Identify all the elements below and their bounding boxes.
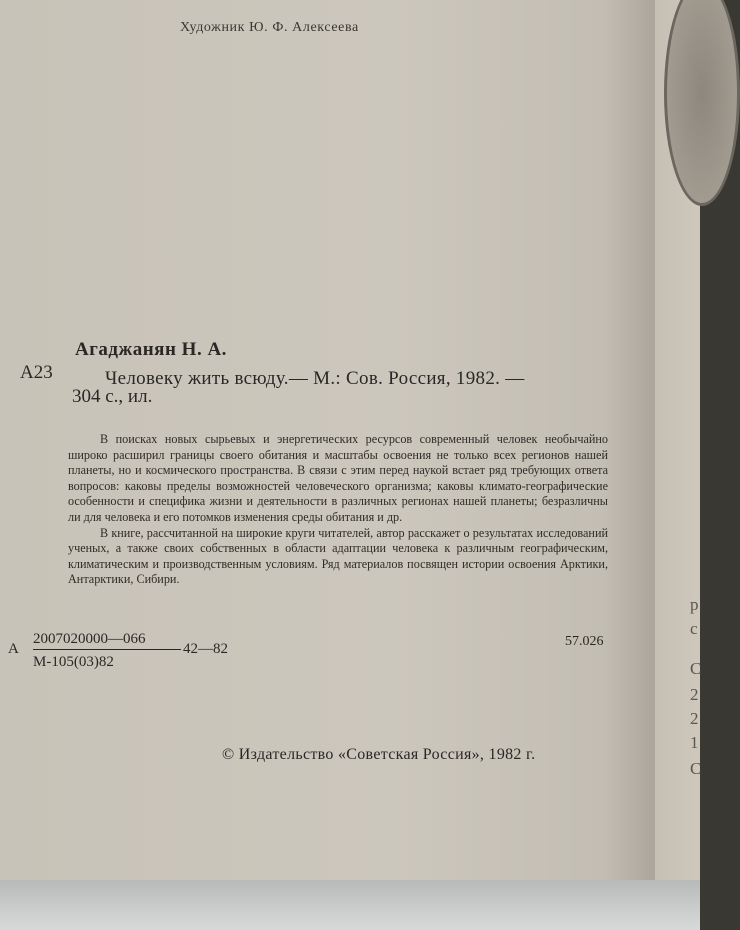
bbk-number: 42—82 [183,641,228,657]
catalog-author: Агаджанян Н. А. [75,339,227,360]
facing-page-fragment: 2 [690,685,699,704]
book-annotation [68,432,608,588]
annotation-paragraph: В поисках новых сырьевых и энергетических ресурсов современный человек необычайно широко расширил границы своего обитания и масштабы освоения не только всех регионов нашей планеты, но и космического пространства. В связи с этим перед наукой встает ряд требующих ответа вопросов: каковы пределы возможностей человеческого организма; каковы климато-географические особенности и специфика жизни и деятельности в различных регионах нашей планеты; безразличны ли для человека и его потомков изменения среды обитания и др. [68,432,608,524]
udk-code: 57.026 [565,634,604,649]
facing-page-fragment: р [690,595,699,614]
catalog-title: Человеку жить всюду.— М.: Сов. Россия, 1982. — [105,368,525,389]
artist-credit: Художник Ю. Ф. Алексеева [180,20,359,35]
catalog-pages: 304 с., ил. [72,386,153,407]
facing-page-fragment: С [690,659,702,678]
facing-page-fragment: С [690,759,702,778]
facing-page-fragment: 1 [690,733,699,752]
bbk-numerator: 2007020000—066 [33,631,181,650]
bbk-letter: А [8,641,19,657]
annotation-paragraph: В книге, рассчитанной на широкие круги читателей, автор расскажет о результатах исследований ученых, а также своих собственных в области адаптации человека к различным географическим, климатическим и производственным условиям. Ряд материалов посвящен истории освоения Арктики, Антарктики, Сибири. [68,525,608,587]
facing-page-fragment: 2 [690,709,699,728]
bbk-denominator: М-105(03)82 [33,654,114,670]
copyright-line: © Издательство «Советская Россия», 1982 г. [222,746,536,763]
table-surface [0,880,700,930]
catalog-index: А23 [20,362,53,383]
page-ornament [664,0,740,206]
facing-page-fragment: с [690,619,698,638]
